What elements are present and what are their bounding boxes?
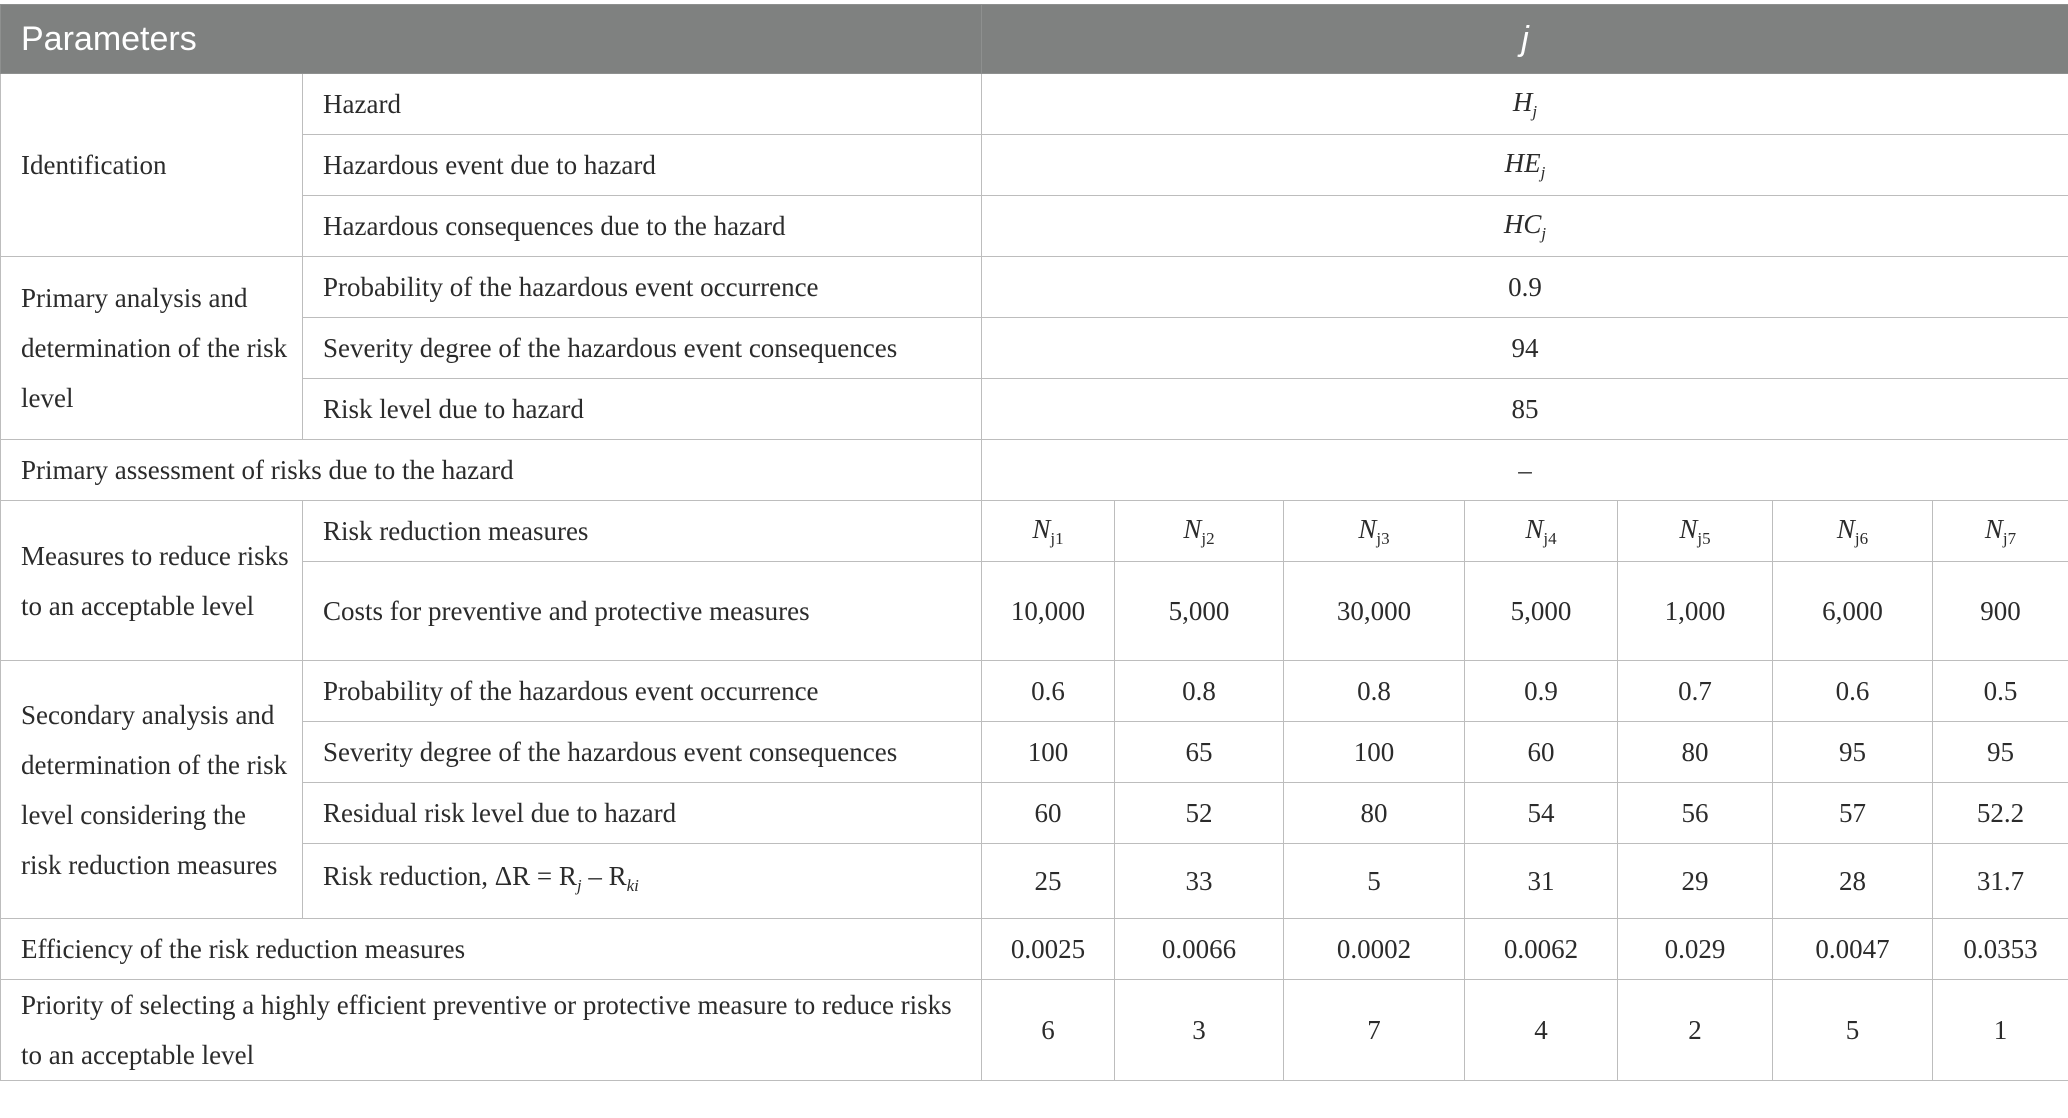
group-identification: Identification — [1, 74, 303, 257]
value-cell: 0.0002 — [1284, 919, 1465, 980]
measure-symbol: N — [1525, 513, 1544, 544]
measure-sub: j7 — [2002, 528, 2017, 548]
row-label: Priority of selecting a highly efficient preventive or protective measure to reduce risks to an acceptable level — [1, 980, 982, 1081]
value-cell: 54 — [1465, 783, 1618, 844]
row-label: Probability of the hazardous event occurrence — [303, 661, 982, 722]
value-cell: 56 — [1618, 783, 1773, 844]
measure-sub: j4 — [1543, 528, 1557, 548]
value-cell: 2 — [1618, 980, 1773, 1081]
symbol: H — [1512, 86, 1533, 117]
value-cell: 1,000 — [1618, 562, 1773, 661]
value-cell: 0.0353 — [1933, 919, 2068, 980]
value-cell: 100 — [1284, 722, 1465, 783]
measure-cell — [1773, 501, 1933, 562]
table-row — [1, 196, 2068, 257]
value-cell: 30,000 — [1284, 562, 1465, 661]
value-cell: 900 — [1933, 562, 2068, 661]
symbol-cell — [982, 135, 2068, 196]
value-cell: 0.0066 — [1115, 919, 1284, 980]
symbol-cell — [982, 74, 2068, 135]
measure-sub: j5 — [1697, 528, 1711, 548]
parameters-table — [0, 4, 2068, 1081]
group-primary: Primary analysis and determination of the risk level — [1, 257, 303, 440]
value-cell: 57 — [1773, 783, 1933, 844]
row-label: Risk reduction measures — [303, 501, 982, 562]
value-cell: 0.8 — [1115, 661, 1284, 722]
row-label: Hazard — [303, 74, 982, 135]
table-row — [1, 135, 2068, 196]
formula-sub-j: j — [576, 876, 582, 895]
measure-symbol: N — [1984, 513, 2003, 544]
measure-cell — [1465, 501, 1618, 562]
group-secondary: Secondary analysis and determination of the risk level considering the risk reduction measures — [1, 661, 303, 919]
measure-symbol: N — [1358, 513, 1377, 544]
value-cell: 0.9 — [1465, 661, 1618, 722]
measure-sub: j3 — [1376, 528, 1390, 548]
value-cell: 1 — [1933, 980, 2068, 1081]
formula-sub-ki: ki — [626, 876, 639, 895]
measure-sub: j1 — [1050, 528, 1064, 548]
row-label: Primary assessment of risks due to the hazard — [1, 440, 982, 501]
value-cell: 0.6 — [982, 661, 1115, 722]
value-cell: 25 — [982, 844, 1115, 919]
measure-sub: j2 — [1201, 528, 1215, 548]
value-cell: 6 — [982, 980, 1115, 1081]
value-cell: 31 — [1465, 844, 1618, 919]
table-row — [1, 379, 2068, 440]
value-cell: 0.8 — [1284, 661, 1465, 722]
measure-symbol: N — [1836, 513, 1855, 544]
formula-mid: – R — [581, 861, 627, 891]
value-cell: 0.7 — [1618, 661, 1773, 722]
value-cell: 0.029 — [1618, 919, 1773, 980]
symbol-sub: j — [1540, 162, 1546, 182]
value-cell: 65 — [1115, 722, 1284, 783]
table-row — [1, 318, 2068, 379]
measure-cell — [982, 501, 1115, 562]
value-cell: 60 — [982, 783, 1115, 844]
value-cell: – — [982, 440, 2068, 501]
measure-symbol: N — [1679, 513, 1698, 544]
measure-sub: j6 — [1854, 528, 1869, 548]
table-row — [1, 783, 2068, 844]
value-cell: 0.0025 — [982, 919, 1115, 980]
value-cell: 95 — [1773, 722, 1933, 783]
table-row — [1, 661, 2068, 722]
symbol: HE — [1504, 147, 1541, 178]
value-cell: 94 — [982, 318, 2068, 379]
table-row — [1, 980, 2068, 1081]
row-label: Probability of the hazardous event occurrence — [303, 257, 982, 318]
row-label: Residual risk level due to hazard — [303, 783, 982, 844]
value-cell: 80 — [1618, 722, 1773, 783]
table-row — [1, 919, 2068, 980]
symbol-cell — [982, 196, 2068, 257]
measure-cell — [1618, 501, 1773, 562]
measure-cell — [1115, 501, 1284, 562]
value-cell: 5 — [1284, 844, 1465, 919]
symbol-sub: j — [1532, 101, 1538, 121]
value-cell: 7 — [1284, 980, 1465, 1081]
row-label: Severity degree of the hazardous event consequences — [303, 318, 982, 379]
measure-symbol: N — [1183, 513, 1202, 544]
value-cell: 85 — [982, 379, 2068, 440]
row-label: Efficiency of the risk reduction measures — [1, 919, 982, 980]
value-cell: 52 — [1115, 783, 1284, 844]
header-parameters: Parameters — [1, 5, 982, 74]
value-cell: 31.7 — [1933, 844, 2068, 919]
value-cell: 3 — [1115, 980, 1284, 1081]
value-cell: 10,000 — [982, 562, 1115, 661]
formula-prefix: Risk reduction, ΔR = R — [323, 861, 577, 891]
table-row — [1, 722, 2068, 783]
value-cell: 100 — [982, 722, 1115, 783]
value-cell: 0.6 — [1773, 661, 1933, 722]
value-cell: 29 — [1618, 844, 1773, 919]
value-cell: 4 — [1465, 980, 1618, 1081]
table-row — [1, 501, 2068, 562]
table-row — [1, 257, 2068, 318]
measure-cell — [1933, 501, 2068, 562]
value-cell: 80 — [1284, 783, 1465, 844]
row-label: Costs for preventive and protective measures — [303, 562, 982, 661]
group-measures: Measures to reduce risks to an acceptable level — [1, 501, 303, 661]
measure-symbol: N — [1032, 513, 1051, 544]
value-cell: 95 — [1933, 722, 2068, 783]
value-cell: 0.9 — [982, 257, 2068, 318]
parameters-table-container — [0, 4, 2068, 1081]
table-row — [1, 440, 2068, 501]
value-cell: 60 — [1465, 722, 1618, 783]
table-row — [1, 844, 2068, 919]
value-cell: 28 — [1773, 844, 1933, 919]
value-cell: 0.5 — [1933, 661, 2068, 722]
table-row — [1, 562, 2068, 661]
symbol: HC — [1503, 208, 1542, 239]
value-cell: 5 — [1773, 980, 1933, 1081]
value-cell: 52.2 — [1933, 783, 2068, 844]
row-label: Hazardous consequences due to the hazard — [303, 196, 982, 257]
header-row — [1, 5, 2068, 74]
row-label: Risk level due to hazard — [303, 379, 982, 440]
row-label-risk-reduction — [303, 844, 982, 919]
symbol-sub: j — [1541, 223, 1547, 243]
value-cell: 5,000 — [1465, 562, 1618, 661]
row-label: Hazardous event due to hazard — [303, 135, 982, 196]
value-cell: 0.0047 — [1773, 919, 1933, 980]
value-cell: 5,000 — [1115, 562, 1284, 661]
measure-cell — [1284, 501, 1465, 562]
header-j: j — [982, 5, 2068, 74]
value-cell: 33 — [1115, 844, 1284, 919]
value-cell: 6,000 — [1773, 562, 1933, 661]
value-cell: 0.0062 — [1465, 919, 1618, 980]
row-label: Severity degree of the hazardous event consequences — [303, 722, 982, 783]
table-row — [1, 74, 2068, 135]
